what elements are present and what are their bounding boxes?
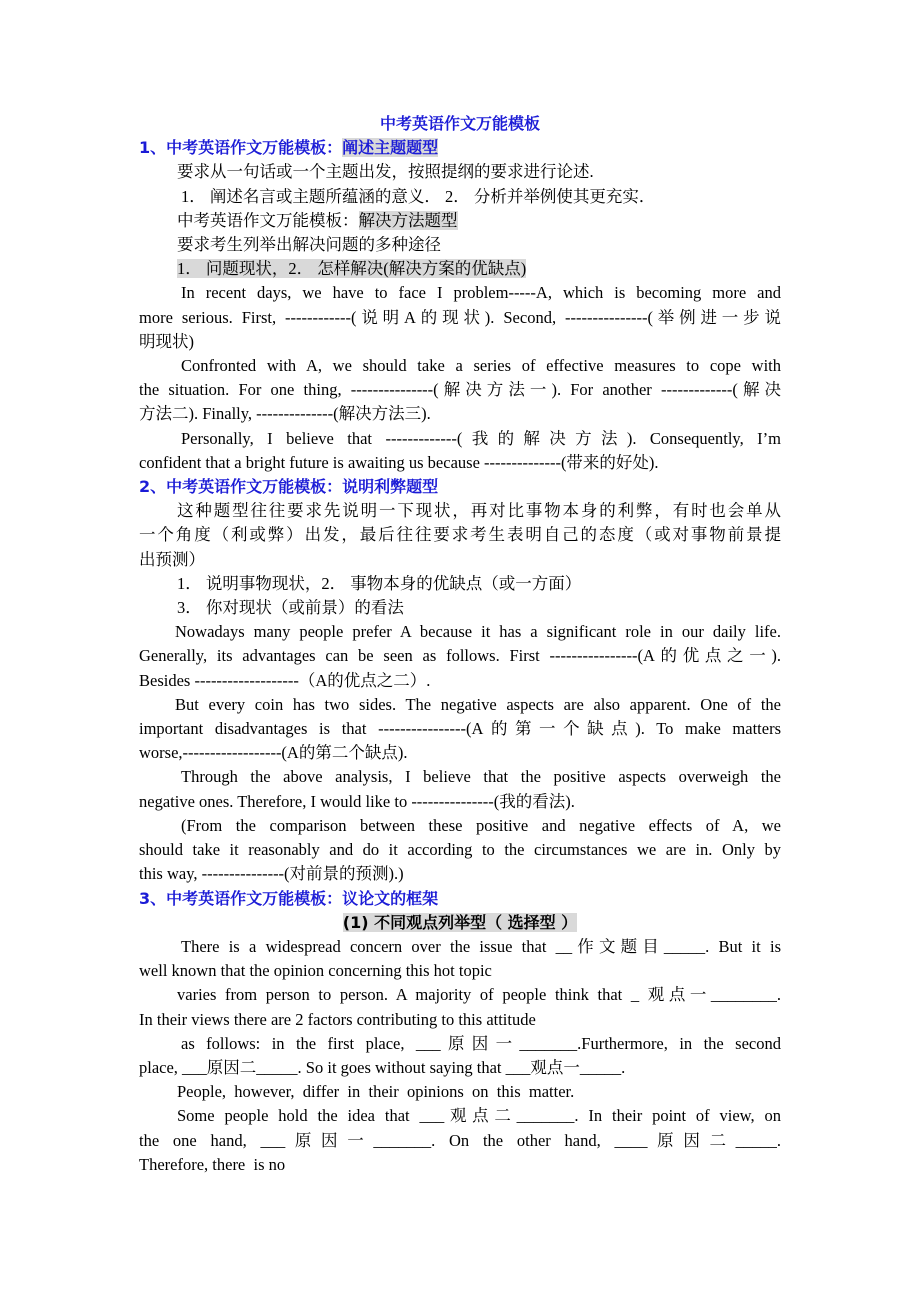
section-3-para-3-line-2: place, ___原因二_____. So it goes without saying that ___观点一_____. (139, 1057, 626, 1077)
section-1-outline: 1． 阐述名言或主题所蕴涵的意义． 2． 分析并举例使其更充实． (181, 186, 656, 206)
section-2-para-4-line-2: should take it reasonably and do it according to the circumstances we are in. Only by (139, 840, 781, 860)
section-1-para-2-line-2: the situation. For one thing, ---------------(解决方法一). For another -------------(解决 (139, 380, 781, 400)
section-2-para-3-line-1: Through the above analysis, I believe that the positive aspects overweigh the (181, 767, 781, 787)
section-2-para-4-line-1: (From the comparison between these positive and negative effects of A, we (181, 815, 781, 835)
section-2-outline-1: 1． 说明事物现状，2． 事物本身的优缺点（或一方面） (177, 573, 582, 593)
section-1-sub-prefix: 中考英语作文万能模板： (177, 210, 359, 230)
section-2-para-2-line-1: But every coin has two sides. The negative aspects are also apparent. One of the (175, 694, 781, 714)
section-1-heading (139, 136, 781, 160)
section-1-sub-heading (139, 209, 781, 233)
section-3-subheading (139, 911, 781, 935)
section-3-para-4-line-1: People, however, differ in their opinions on this matter. (177, 1082, 575, 1102)
section-1-para-1-line-1: In recent days, we have to face I problem-----A, which is becoming more and (181, 283, 781, 303)
section-3-para-5-line-2: the one hand, ___原因一_______. On the other hand, ____原因二_____. (139, 1130, 781, 1150)
section-2-desc-line-1: 这种题型往往要求先说明一下现状，再对比事物本身的利弊，有时也会单从 (177, 501, 781, 521)
section-3-para-1-line-2: well known that the opinion concerning this hot topic (139, 961, 492, 981)
section-2-para-1-line-2: Generally, its advantages can be seen as follows. First ----------------(A的优点之一). (139, 646, 781, 666)
section-1-para-3-line-1: Personally, I believe that -------------(我的解决方法). Consequently, I’m (181, 428, 781, 448)
section-2-heading: 2、中考英语作文万能模板：说明利弊题型 (139, 477, 439, 497)
section-1-para-2-line-3: 方法二). Finally, --------------(解决方法三). (139, 404, 431, 424)
section-1-sub-outline (139, 257, 781, 281)
section-1-para-2-line-1: Confronted with A, we should take a series of effective measures to cope with (181, 356, 781, 376)
section-1-sub-desc: 要求考生列举出解决问题的多种途径 (177, 235, 441, 255)
section-3-para-5-line-1: Some people hold the idea that ___观点二_______. In their point of view, on (177, 1106, 781, 1126)
section-3-para-3-line-1: as follows: in the first place, ___原因一_______.Furthermore, in the second (181, 1033, 781, 1053)
section-2-outline-2: 3． 你对现状（或前景）的看法 (177, 598, 404, 618)
section-2-para-1-line-1: Nowadays many people prefer A because it has a significant role in our daily life. (175, 622, 781, 642)
section-1-heading-highlight: 阐述主题题型 (342, 138, 439, 158)
section-2-desc-line-3: 出预测） (139, 549, 205, 569)
section-2-desc-line-2: 一个角度（利或弊）出发，最后往往要求考生表明自己的态度（或对事物前景提 (139, 525, 781, 545)
document-title: 中考英语作文万能模板 (379, 114, 540, 133)
section-3-para-2-line-1: varies from person to person. A majority of people think that _ 观点一________. (177, 985, 781, 1005)
section-1-heading-prefix: 1、中考英语作文万能模板： (139, 138, 343, 158)
section-3-heading: 3、中考英语作文万能模板：议论文的框架 (139, 888, 439, 908)
section-3-para-1-line-1: There is a widespread concern over the issue that __作文题目_____. But it is (181, 936, 781, 956)
section-3-subheading-text: (1) 不同观点列举型（ 选择型 ） (342, 912, 578, 932)
section-1-para-3-line-2: confident that a bright future is awaiting us because --------------(带来的好处). (139, 452, 659, 472)
section-2-para-4-line-3: this way, ---------------(对前景的预测).) (139, 864, 404, 884)
section-1-sub-highlight: 解决方法题型 (358, 210, 458, 230)
section-3-para-2-line-2: In their views there are 2 factors contributing to this attitude (139, 1009, 536, 1029)
section-2-para-2-line-3: worse,------------------(A的第二个缺点). (139, 743, 408, 763)
section-2-para-2-line-2: important disadvantages is that ----------------(A的第一个缺点). To make matters (139, 719, 781, 739)
section-1-desc: 要求从一句话或一个主题出发，按照提纲的要求进行论述. (177, 162, 594, 182)
section-2-para-1-line-3: Besides -------------------（A的优点之二）. (139, 670, 431, 690)
section-3-para-5-line-3: Therefore, there is no (139, 1154, 286, 1174)
section-1-para-1-line-2: more serious. First, ------------(说明A的现状). Second, ---------------(举例进一步说 (139, 307, 781, 327)
section-1-para-1-line-3: 明现状) (139, 331, 194, 351)
section-1-sub-outline-text: 1． 问题现状，2． 怎样解决(解决方案的优缺点) (177, 259, 527, 279)
section-2-para-3-line-2: negative ones. Therefore, I would like to ---------------(我的看法). (139, 791, 575, 811)
document-page (139, 112, 781, 1177)
